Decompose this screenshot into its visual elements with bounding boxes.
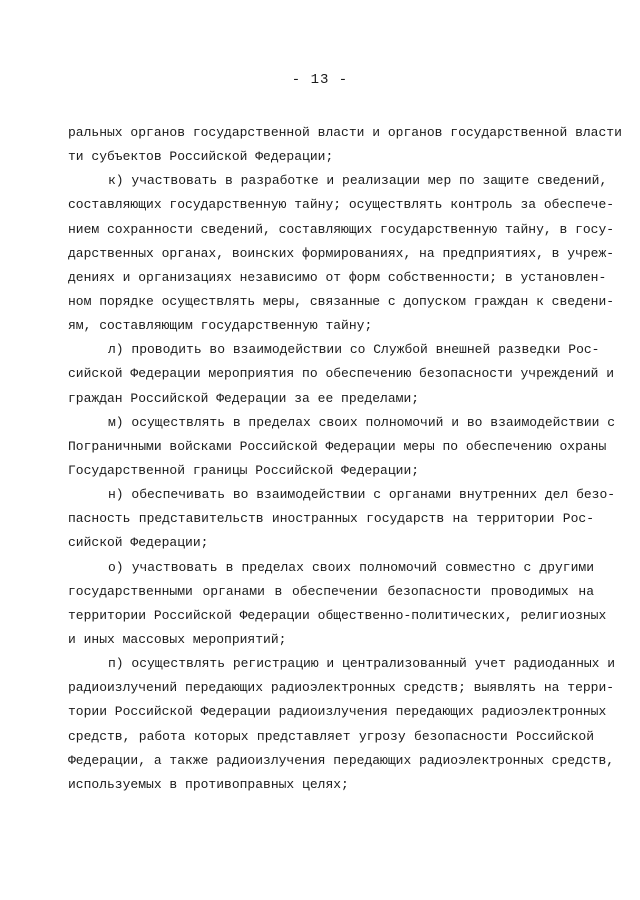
paragraph — [68, 652, 616, 797]
text-line: дениях и организациях независимо от форм собственности; в установлен- — [68, 269, 607, 285]
text-line: и иных массовых мероприятий; — [68, 631, 287, 647]
text-line: ти субъектов Российской Федерации; — [68, 149, 334, 165]
text-line: радиоизлучений передающих радиоэлектронных средств; выявлять на терри- — [68, 680, 615, 696]
text-line: пасность представительств иностранных государств на территории Рос- — [68, 511, 594, 527]
text-line: л) проводить во взаимодействии со Службой внешней разведки Рос- — [108, 342, 600, 358]
text-line: ям, составляющим государственную тайну; — [68, 318, 373, 334]
text-line: тории Российской Федерации радиоизлучения передающих радиоэлектронных — [68, 704, 607, 720]
text-line: государственными органами в обеспечении безопасности проводимых на — [68, 583, 594, 599]
text-line: ном порядке осуществлять меры, связанные с допуском граждан к сведени- — [68, 293, 615, 309]
document-body — [68, 121, 622, 797]
text-line: средств, работа которых представляет угрозу безопасности Российской — [68, 728, 594, 744]
text-line: используемых в противоправных целях; — [68, 776, 349, 792]
text-line: сийской Федерации мероприятия по обеспечению безопасности учреждений и — [68, 366, 615, 382]
text-line: Пограничными войсками Российской Федерации меры по обеспечению охраны — [68, 438, 607, 454]
paragraph — [68, 483, 616, 555]
text-line: дарственных органах, воинских формированиях, на предприятиях, в учреж- — [68, 245, 615, 261]
text-line: составляющих государственную тайну; осуществлять контроль за обеспече- — [68, 197, 615, 213]
paragraph — [68, 556, 607, 653]
text-line: сийской Федерации; — [68, 535, 209, 551]
paragraph — [68, 338, 615, 410]
text-line: территории Российской Федерации общественно-политических, религиозных — [68, 607, 607, 623]
text-line: ральных органов государственной власти и органов государственной власти — [68, 125, 622, 140]
text-line: граждан Российской Федерации за ее пределами; — [68, 390, 420, 406]
text-line: к) участвовать в разработке и реализации мер по защите сведений, — [108, 173, 608, 189]
text-line: н) обеспечивать во взаимодействии с органами внутренних дел безо- — [108, 487, 616, 503]
text-line: о) участвовать в пределах своих полномочий совместно с другими — [108, 559, 594, 575]
text-line: п) осуществлять регистрацию и централизованный учет радиоданных и — [108, 656, 616, 672]
text-line: Государственной границы Российской Федерации; — [68, 462, 420, 478]
page-number: - 13 - — [291, 72, 349, 88]
text-line: м) осуществлять в пределах своих полномочий и во взаимодействии с — [108, 414, 616, 430]
paragraph — [68, 411, 616, 483]
text-line: нием сохранности сведений, составляющих государственную тайну, в госу- — [68, 221, 615, 237]
paragraph — [68, 169, 615, 338]
paragraph — [68, 121, 622, 169]
text-line: Федерации, а также радиоизлучения передающих радиоэлектронных средств, — [68, 752, 615, 768]
